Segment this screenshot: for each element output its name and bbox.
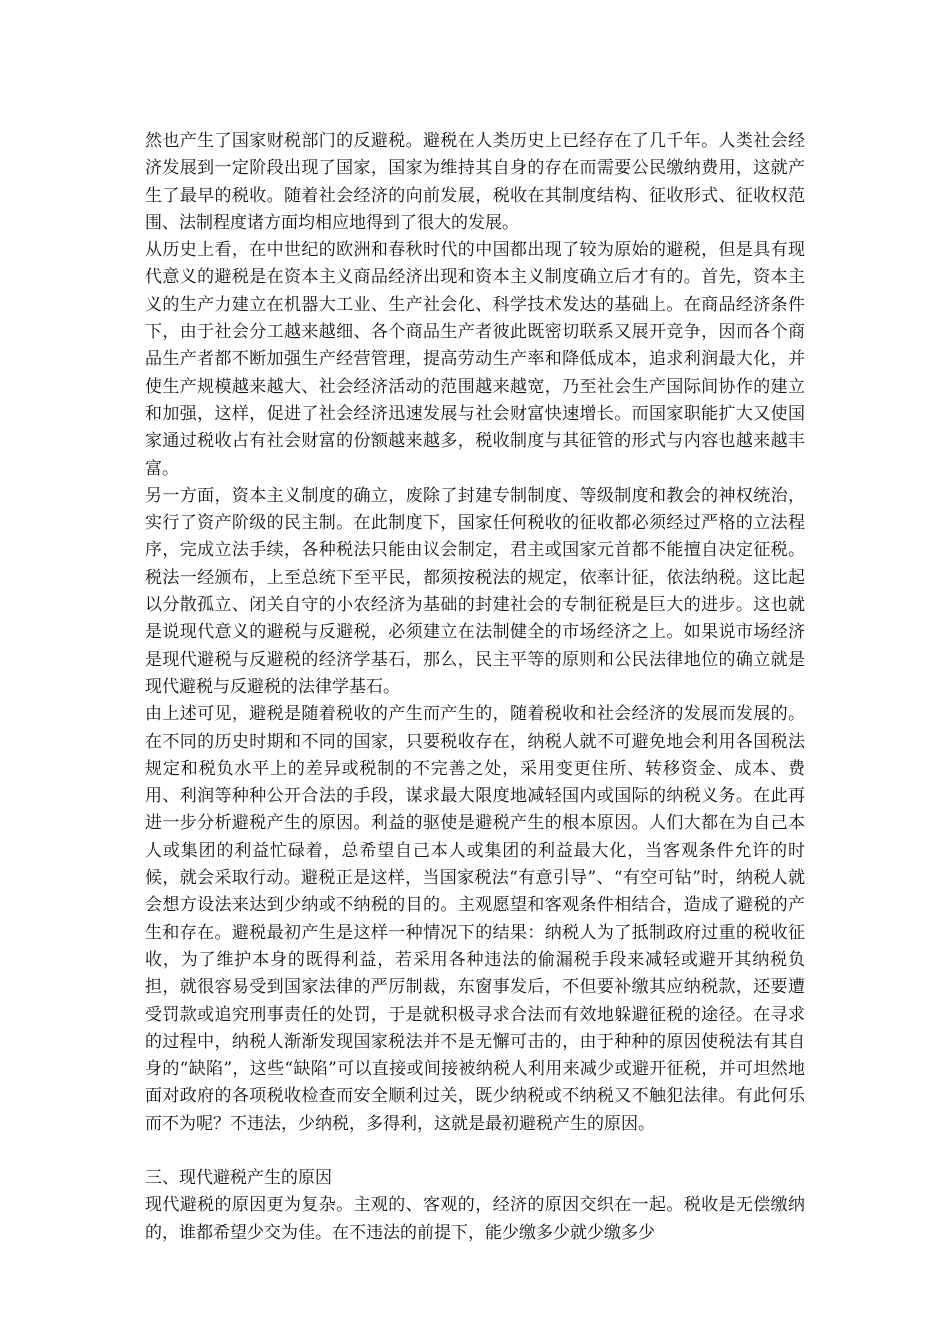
document-page [145, 128, 805, 1247]
paragraph-1: 然也产生了国家财税部门的反避税。避税在人类历史上已经存在了几千年。人类社会经济发展到一定阶段出现了国家，国家为维持其自身的存在而需要公民缴纳费用，这就产生了最早的税收。随着社会经济的向前发展，税收在其制度结构、征收形式、征收权范围、法制程度诸方面均相应地得到了很大的发展。 [145, 131, 805, 233]
section-spacer [145, 1138, 805, 1165]
section-paragraph: 现代避税的原因更为复杂。主观的、客观的，经济的原因交织在一起。税收是无偿缴纳的，谁都希望少交为佳。在不违法的前提下，能少缴多少就少缴多少 [145, 1195, 805, 1243]
paragraph-2: 从历史上看，在中世纪的欧洲和春秋时代的中国都出现了较为原始的避税，但是具有现代意义的避税是在资本主义商品经济出现和资本主义制度确立后才有的。首先，资本主义的生产力建立在机器大工业、生产社会化、科学技术发达的基础上。在商品经济条件下，由于社会分工越来越细、各个商品生产者彼此既密切联系又展开竞争，因而各个商品生产者都不断加强生产经营管理，提高劳动生产率和降低成本，追求利润最大化，并使生产规模越来越大、社会经济活动的范围越来越宽，乃至社会生产国际间协作的建立和加强，这样，促进了社会经济迅速发展与社会财富快速增长。而国家职能扩大又使国家通过税收占有社会财富的份额越来越多，税收制度与其征管的形式与内容也越来越丰富。 [145, 240, 805, 479]
paragraph-4: 由上述可见，避税是随着税收的产生而产生的，随着税收和社会经济的发展而发展的。在不同的历史时期和不同的国家，只要税收存在，纳税人就不可避免地会利用各国税法规定和税负水平上的差异或税制的不完善之处，采用变更住所、转移资金、成本、费用、利润等种种公开合法的手段，谋求最大限度地减轻国内或国际的纳税义务。在此再进一步分析避税产生的原因。利益的驱使是避税产生的根本原因。人们大都在为自己本人或集团的利益忙碌着，总希望自己本人或集团的利益最大化，当客观条件允许的时候，就会采取行动。避税正是这样，当国家税法“有意引导”、“有空可钻”时，纳税人就会想方设法来达到少纳或不纳税的目的。主观愿望和客观条件相结合，造成了避税的产生和存在。避税最初产生是这样一种情况下的结果：纳税人为了抵制政府过重的税收征收，为了维护本身的既得利益，若采用各种违法的偷漏税手段来减轻或避开其纳税负担，就很容易受到国家法律的严厉制裁，东窗事发后，不但要补缴其应纳税款，还要遭受罚款或追究刑事责任的处罚，于是就积极寻求合法而有效地躲避征税的途径。在寻求的过程中，纳税人渐渐发现国家税法并不是无懈可击的，由于种种的原因使税法有其自身的“缺陷”，这些“缺陷”可以直接或间接被纳税人利用来减少或避开征税，并可坦然地面对政府的各项税收检查而安全顺利过关，既少纳税或不纳税又不触犯法律。有此何乐而不为呢？不违法，少纳税，多得利，这就是最初避税产生的原因。 [145, 704, 805, 1134]
section-heading: 三、现代避税产生的原因 [145, 1167, 332, 1188]
paragraph-3: 另一方面，资本主义制度的确立，废除了封建专制制度、等级制度和教会的神权统治，实行了资产阶级的民主制。在此制度下，国家任何税收的征收都必须经过严格的立法程序，完成立法手续，各种税法只能由议会制定，君主或国家元首都不能擅自决定征税。税法一经颁布，上至总统下至平民，都须按税法的规定，依率计征，依法纳税。这比起以分散孤立、闭关自守的小农经济为基础的封建社会的专制征税是巨大的进步。这也就是说现代意义的避税与反避税，必须建立在法制健全的市场经济之上。如果说市场经济是现代避税与反避税的经济学基石，那么，民主平等的原则和公民法律地位的确立就是现代避税与反避税的法律学基石。 [145, 485, 805, 697]
